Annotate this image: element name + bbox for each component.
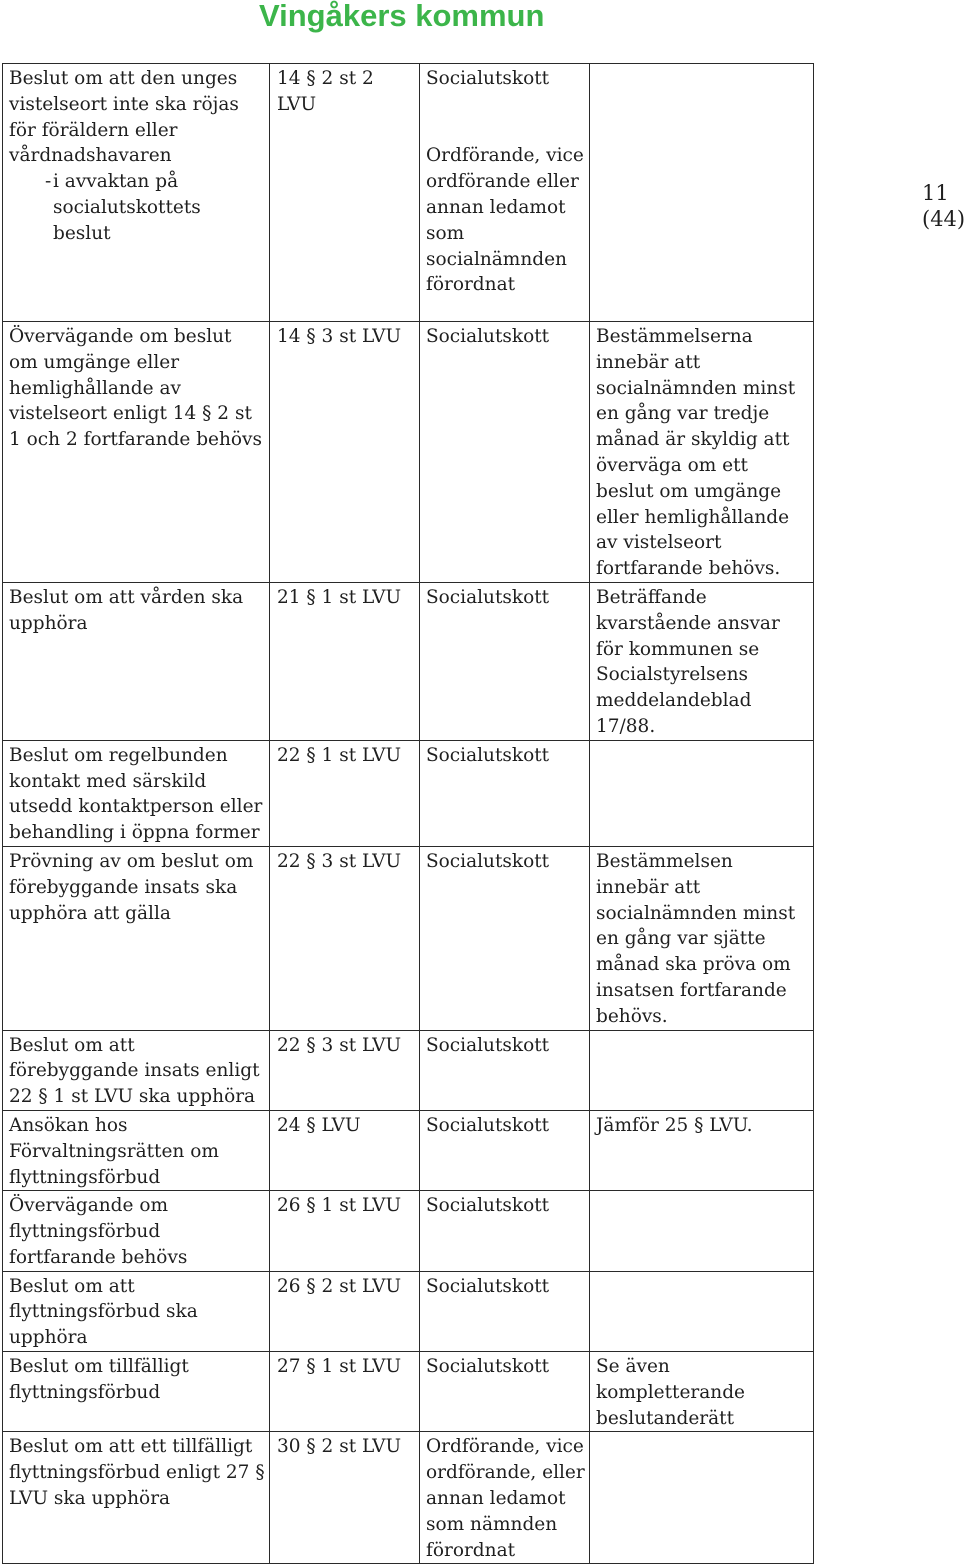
delegate-text: Socialutskott xyxy=(426,1275,550,1297)
reference-text: 22 § 3 st LVU xyxy=(277,1034,402,1056)
matter-cell xyxy=(3,1110,270,1190)
reference-cell xyxy=(270,322,420,583)
comment-cell xyxy=(590,1191,814,1271)
table-row xyxy=(3,1352,814,1432)
matter-cell xyxy=(3,1352,270,1432)
matter-text: Beslut om att flyttningsförbud ska upphöra xyxy=(9,1275,198,1349)
dash-marker: - xyxy=(45,171,52,193)
delegate-cell xyxy=(420,582,590,740)
reference-cell xyxy=(270,1110,420,1190)
document-title: Vingåkers kommun xyxy=(259,0,545,33)
comment-text: Jämför 25 § LVU. xyxy=(596,1114,753,1136)
comment-cell xyxy=(590,322,814,583)
matter-text: Beslut om att vården ska upphöra xyxy=(9,586,244,634)
reference-text: 26 § 1 st LVU xyxy=(277,1195,402,1217)
matter-cell xyxy=(3,1191,270,1271)
page-number-total: (44) xyxy=(922,207,965,231)
page-number-value: 11 xyxy=(922,181,949,205)
matter-cell xyxy=(3,1432,270,1564)
matter-text: Beslut om regelbunden kontakt med särskild utsedd kontaktperson eller behandling i öppna former xyxy=(9,744,263,844)
table-row xyxy=(3,1191,814,1271)
comment-cell xyxy=(590,64,814,322)
table-row xyxy=(3,64,814,322)
table-row xyxy=(3,740,814,846)
comment-cell xyxy=(590,1110,814,1190)
reference-text: 22 § 3 st LVU xyxy=(277,850,402,872)
comment-cell xyxy=(590,846,814,1030)
comment-cell xyxy=(590,1432,814,1564)
matter-text: Ansökan hos Förvaltningsrätten om flyttningsförbud xyxy=(9,1114,219,1188)
page-number xyxy=(922,180,965,231)
delegate-text: Socialutskott Ordförande, vice ordförande eller annan ledamot som socialnämnden förordnat xyxy=(426,68,584,296)
delegate-cell xyxy=(420,64,590,322)
delegate-text: Socialutskott xyxy=(426,586,550,608)
reference-cell xyxy=(270,1432,420,1564)
delegate-cell xyxy=(420,740,590,846)
reference-cell xyxy=(270,1352,420,1432)
delegate-text: Socialutskott xyxy=(426,850,550,872)
reference-text: 27 § 1 st LVU xyxy=(277,1356,402,1378)
comment-text: Beträffande kvarstående ansvar för kommunen se Socialstyrelsens meddelandeblad 17/88. xyxy=(596,586,780,737)
reference-text: 22 § 1 st LVU xyxy=(277,744,402,766)
reference-cell xyxy=(270,1271,420,1351)
comment-cell xyxy=(590,1030,814,1110)
table-row xyxy=(3,1030,814,1110)
matter-text: Övervägande om flyttningsförbud fortfarande behövs xyxy=(9,1195,188,1268)
delegate-cell xyxy=(420,1432,590,1564)
delegate-cell xyxy=(420,846,590,1030)
matter-cell xyxy=(3,582,270,740)
reference-text: 21 § 1 st LVU xyxy=(277,586,402,608)
matter-sub-item xyxy=(9,169,265,246)
matter-text: Övervägande om beslut om umgänge eller hemlighållande av vistelseort enligt 14 § 2 st 1 och 2 fortfarande behövs xyxy=(9,326,262,451)
delegate-text: Socialutskott xyxy=(426,326,550,347)
matter-cell xyxy=(3,64,270,322)
table-row xyxy=(3,846,814,1030)
delegate-cell xyxy=(420,1271,590,1351)
matter-cell xyxy=(3,1030,270,1110)
delegate-cell xyxy=(420,1110,590,1190)
reference-cell xyxy=(270,846,420,1030)
table-row xyxy=(3,1432,814,1564)
comment-text: Se även kompletterande beslutanderätt xyxy=(596,1356,745,1429)
matter-text: Beslut om att förebyggande insats enligt 22 § 1 st LVU ska upphöra xyxy=(9,1034,260,1108)
matter-cell xyxy=(3,846,270,1030)
reference-text: 24 § LVU xyxy=(277,1114,361,1136)
delegate-cell xyxy=(420,1352,590,1432)
comment-cell xyxy=(590,740,814,846)
matter-text: Beslut om att ett tillfälligt flyttningsförbud enligt 27 § LVU ska upphöra xyxy=(9,1436,265,1510)
matter-text: Beslut om att den unges vistelseort inte ska röjas för föräldern eller vårdnadshavaren xyxy=(9,68,239,167)
reference-cell xyxy=(270,582,420,740)
matter-cell xyxy=(3,740,270,846)
delegate-cell xyxy=(420,1030,590,1110)
delegate-text: Socialutskott xyxy=(426,1114,550,1136)
comment-cell xyxy=(590,1352,814,1432)
table-row xyxy=(3,1110,814,1190)
delegate-cell xyxy=(420,322,590,583)
comment-text: Bestämmelsen innebär att socialnämnden minst en gång var sjätte månad ska pröva om insatsen fortfarande behövs. xyxy=(596,850,796,1027)
reference-cell xyxy=(270,1030,420,1110)
delegate-cell xyxy=(420,1191,590,1271)
comment-cell xyxy=(590,582,814,740)
delegate-text: Ordförande, vice ordförande, eller annan ledamot som nämnden förordnat xyxy=(426,1436,585,1561)
comment-text: Bestämmelserna innebär att socialnämnden minst en gång var tredje månad är skyldig att överväga om ett beslut om umgänge eller hemlighållande av vistelseort fortfarande behövs. xyxy=(596,326,796,580)
comment-cell xyxy=(590,1271,814,1351)
matter-cell xyxy=(3,1271,270,1351)
reference-text: 14 § 2 st 2 LVU xyxy=(277,68,374,115)
table-row xyxy=(3,1271,814,1351)
matter-sub-text: i avvaktan på socialutskottets beslut xyxy=(53,171,201,244)
delegate-text: Socialutskott xyxy=(426,1195,550,1217)
reference-text: 30 § 2 st LVU xyxy=(277,1436,402,1458)
matter-text: Prövning av om beslut om förebyggande insats ska upphöra att gälla xyxy=(9,850,254,924)
matter-cell xyxy=(3,322,270,583)
delegation-table xyxy=(2,63,814,1564)
matter-text: Beslut om tillfälligt flyttningsförbud xyxy=(9,1356,189,1403)
table-row xyxy=(3,322,814,583)
reference-cell xyxy=(270,1191,420,1271)
delegate-text: Socialutskott xyxy=(426,1356,550,1378)
reference-cell xyxy=(270,64,420,322)
reference-cell xyxy=(270,740,420,846)
reference-text: 14 § 3 st LVU xyxy=(277,326,402,347)
delegate-text: Socialutskott xyxy=(426,1034,550,1056)
reference-text: 26 § 2 st LVU xyxy=(277,1275,402,1297)
table-row xyxy=(3,582,814,740)
delegate-text: Socialutskott xyxy=(426,744,550,766)
